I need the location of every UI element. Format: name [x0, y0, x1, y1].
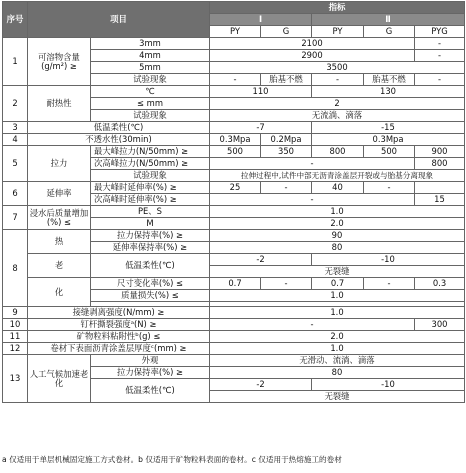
footnote: a 仅适用于单层机械固定施工方式卷材。b 仅适用于矿物粒料表面的卷材。c 仅适用于热熔施工的卷材	[2, 455, 342, 464]
row-7-label: PE、S	[91, 206, 210, 218]
value-cell: -	[261, 278, 312, 290]
value-cell: -	[210, 158, 415, 170]
header-col-py1: PY	[210, 26, 261, 38]
row-7-name: 浸水后质量增加(%) ≤	[28, 206, 91, 230]
value-cell: 500	[210, 146, 261, 158]
value-cell: 15	[415, 194, 465, 206]
row-8-label: 低温柔性(℃)	[91, 254, 210, 278]
row-10-name: 钉杆撕裂强度ᵃ(N) ≥	[28, 319, 210, 331]
value-cell: 130	[312, 86, 465, 98]
row-13-label: 拉力保持率(%) ≥	[91, 367, 210, 379]
value-cell: -2	[210, 379, 312, 391]
value-cell: 1.0	[210, 343, 465, 355]
row-4-no: 4	[3, 134, 28, 146]
row-3-name: 低温柔性(℃)	[28, 122, 210, 134]
row-8-label: 尺寸变化率(%) ≤	[91, 278, 210, 290]
row-7-label: M	[91, 218, 210, 230]
row-6-name: 延伸率	[28, 182, 91, 206]
row-13-no: 13	[3, 355, 28, 403]
row-5-label: 最大峰拉力(N/50mm) ≥	[91, 146, 210, 158]
value-cell: 80	[210, 367, 465, 379]
value-cell: 2.0	[210, 218, 465, 230]
value-cell: 110	[210, 86, 312, 98]
header-col-g2: G	[364, 26, 415, 38]
row-1-no: 1	[3, 38, 28, 86]
value-cell: -	[415, 74, 465, 86]
value-cell: -	[415, 38, 465, 50]
header-group-1: Ⅰ	[210, 14, 312, 26]
value-cell: 0.7	[210, 278, 261, 290]
value-cell: 0.3Mpa	[210, 134, 261, 146]
value-cell: 无滑动、流淌、滴落	[210, 355, 465, 367]
row-12-name: 卷材下表面沥青涂盖层厚度ᶜ(mm) ≥	[28, 343, 210, 355]
value-cell: 无裂缝	[210, 391, 465, 403]
value-cell: -7	[210, 122, 312, 134]
value-cell: 1.0	[210, 290, 465, 302]
value-cell: -	[210, 194, 415, 206]
value-cell: 800	[312, 146, 364, 158]
row-1-label: 4mm	[91, 50, 210, 62]
value-cell: 胎基不燃	[261, 74, 312, 86]
row-12-no: 12	[3, 343, 28, 355]
value-cell: 25	[210, 182, 261, 194]
value-cell: 拉伸过程中,试件中部无沥青涂盖层开裂或与胎基分离现象	[210, 170, 465, 182]
header-seq: 序号	[3, 2, 28, 38]
row-2-name: 耐热性	[28, 86, 91, 122]
row-8-no: 8	[3, 230, 28, 307]
value-cell: 0.3	[415, 278, 465, 290]
row-2-label: ≤ mm	[91, 98, 210, 110]
row-8-label: 拉力保持率(%) ≥	[91, 230, 210, 242]
row-8-char-1: 热	[28, 230, 91, 254]
row-11-no: 11	[3, 331, 28, 343]
row-6-no: 6	[3, 182, 28, 206]
header-col-py2: PY	[312, 26, 364, 38]
row-5-label: 次高峰拉力(N/50mm) ≥	[91, 158, 210, 170]
header-item: 项目	[28, 2, 210, 38]
value-cell: 0.7	[312, 278, 364, 290]
value-cell: 90	[210, 230, 465, 242]
value-cell: 无裂缝	[210, 266, 465, 278]
value-cell: 胎基不燃	[364, 74, 415, 86]
value-cell: 2.0	[210, 331, 465, 343]
value-cell: -10	[312, 254, 465, 266]
row-2-label: ℃	[91, 86, 210, 98]
row-13-label: 外观	[91, 355, 210, 367]
row-9-no: 9	[3, 307, 28, 319]
row-1-label: 试验现象	[91, 74, 210, 86]
row-8-label: 质量损失(%) ≤	[91, 290, 210, 302]
value-cell: -2	[210, 254, 312, 266]
row-1-label: 5mm	[91, 62, 210, 74]
value-cell: -	[312, 74, 364, 86]
value-cell: -10	[312, 379, 465, 391]
value-cell: 0.3Mpa	[312, 134, 465, 146]
row-2-label: 试验现象	[91, 110, 210, 122]
row-8-label: 延伸率保持率(%) ≥	[91, 242, 210, 254]
header-col-g1: G	[261, 26, 312, 38]
row-7-no: 7	[3, 206, 28, 230]
row-1-name: 可溶物含量(g/m²) ≥	[28, 38, 91, 86]
row-9-name: 接缝剥离强度(N/mm) ≥	[28, 307, 210, 319]
value-cell: 1.0	[210, 307, 465, 319]
row-8-char-3: 化	[28, 278, 91, 307]
value-cell: 无流淌、滴落	[210, 110, 465, 122]
value-cell: 0.2Mpa	[261, 134, 312, 146]
row-5-no: 5	[3, 146, 28, 182]
row-4-name: 不透水性(30min)	[28, 134, 210, 146]
value-cell: 800	[415, 158, 465, 170]
value-cell: 300	[415, 319, 465, 331]
value-cell: -	[364, 182, 415, 194]
row-13-name: 人工气候加速老化	[28, 355, 91, 403]
header-group-2: Ⅱ	[312, 14, 465, 26]
value-cell: -15	[312, 122, 465, 134]
row-5-label: 试验现象	[91, 170, 210, 182]
value-cell: -	[210, 74, 261, 86]
row-6-label: 次高峰时延伸率(%) ≥	[91, 194, 210, 206]
row-10-no: 10	[3, 319, 28, 331]
value-cell: -	[364, 278, 415, 290]
value-cell: 3500	[210, 62, 465, 74]
value-cell: -	[415, 50, 465, 62]
row-11-name: 矿物粒料粘附性ᵇ(g) ≤	[28, 331, 210, 343]
row-6-label: 最大峰时延伸率(%) ≥	[91, 182, 210, 194]
row-13-label: 低温柔性(℃)	[91, 379, 210, 403]
spec-table	[2, 1, 465, 403]
value-cell: 900	[415, 146, 465, 158]
value-cell: 2	[210, 98, 465, 110]
value-cell: 2900	[210, 50, 415, 62]
value-cell: -	[261, 182, 312, 194]
value-cell: 1.0	[210, 206, 465, 218]
header-indicator: 指标	[210, 2, 465, 14]
row-1-label: 3mm	[91, 38, 210, 50]
header-col-pyg: PYG	[415, 26, 465, 38]
value-cell: 80	[210, 242, 465, 254]
value-cell: -	[210, 319, 415, 331]
row-5-name: 拉力	[28, 146, 91, 182]
value-cell	[415, 182, 465, 194]
row-2-no: 2	[3, 86, 28, 122]
value-cell: 40	[312, 182, 364, 194]
value-cell: 500	[364, 146, 415, 158]
row-3-no: 3	[3, 122, 28, 134]
value-cell: 350	[261, 146, 312, 158]
value-cell: 2100	[210, 38, 415, 50]
row-8-char-2: 老	[28, 254, 91, 278]
